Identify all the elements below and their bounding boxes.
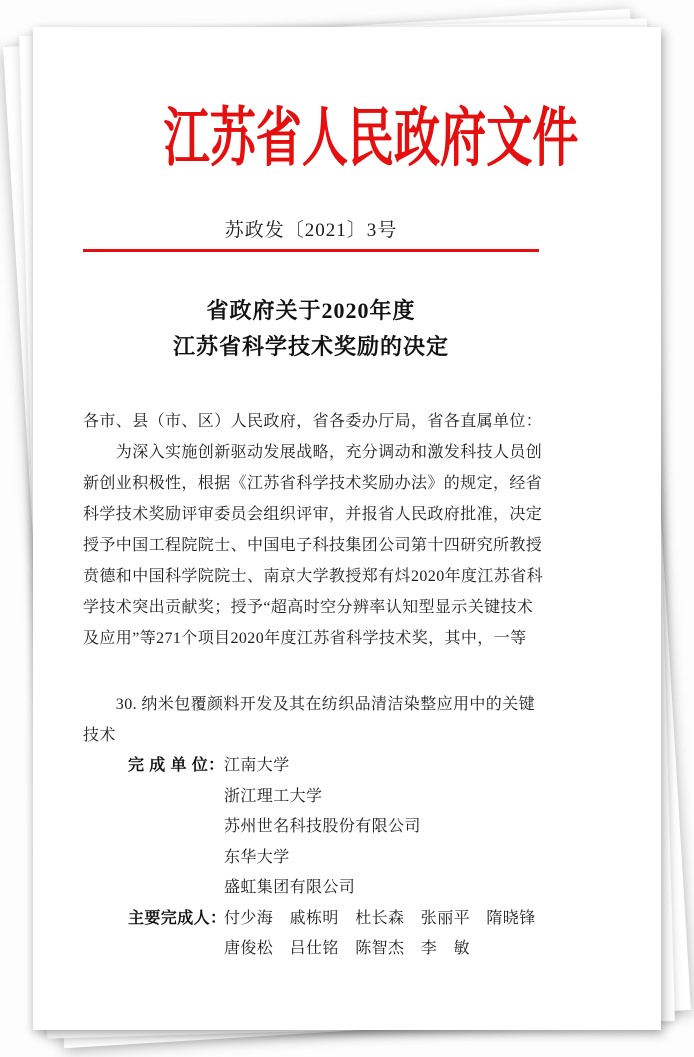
completion-row bbox=[83, 782, 561, 813]
document-title bbox=[83, 293, 539, 365]
red-divider-line bbox=[83, 249, 539, 252]
body-text-line: 为深入实施创新驱动发展战略，充分调动和激发科技人员创 bbox=[83, 444, 543, 461]
completion-row-label bbox=[128, 843, 224, 874]
body-text-line: 各市、县（市、区）人民政府，省各委办厅局，省各直属单位： bbox=[83, 413, 543, 430]
letterhead-text: 江苏省人民政府文件 bbox=[163, 103, 579, 174]
completion-row bbox=[83, 843, 561, 874]
red-letterhead-title bbox=[83, 101, 579, 177]
completion-row-label bbox=[128, 934, 224, 965]
completion-row-value: 唐俊松 吕仕铭 陈智杰 李 敏 bbox=[224, 940, 471, 957]
completion-row bbox=[83, 751, 561, 782]
body-text-line: 贲德和中国科学院院士、南京大学教授郑有炓2020年度江苏省科 bbox=[83, 568, 544, 585]
completion-row bbox=[83, 904, 561, 935]
award-item-title-line: 技术 bbox=[83, 726, 116, 744]
completion-row-value: 苏州世名科技股份有限公司 bbox=[224, 818, 421, 835]
completion-row-value: 江南大学 bbox=[224, 757, 290, 774]
completion-row-label bbox=[128, 812, 224, 843]
completion-row-value: 东华大学 bbox=[224, 848, 290, 866]
award-item-30 bbox=[83, 690, 561, 965]
completion-row-label bbox=[128, 782, 224, 813]
body-text-line: 科学技术奖励评审委员会组织评审，并报省人民政府批准，决定 bbox=[83, 506, 543, 523]
completion-row-label: 主要完成人： bbox=[128, 909, 227, 927]
document-number: 苏政发〔2021〕3号 bbox=[224, 220, 398, 241]
document-stack bbox=[33, 27, 661, 1030]
completion-info bbox=[83, 751, 561, 965]
completion-row-value: 付少海 戚栋明 杜长森 张丽平 隋晓锋 bbox=[224, 909, 536, 927]
document-page bbox=[33, 27, 661, 1030]
completion-row-value: 浙江理工大学 bbox=[224, 787, 323, 805]
body-text-line: 新创业积极性，根据《江苏省科学技术奖励办法》的规定，经省 bbox=[83, 475, 543, 492]
award-item-title bbox=[83, 690, 561, 751]
completion-row-label: 完 成 单 位： bbox=[128, 757, 225, 774]
document-title-line: 江苏省科学技术奖励的决定 bbox=[172, 334, 449, 359]
completion-row bbox=[83, 873, 561, 904]
document-body bbox=[83, 406, 561, 654]
body-text-line: 授予中国工程院院士、中国电子科技集团公司第十四研究所教授 bbox=[83, 537, 543, 554]
completion-row bbox=[83, 934, 561, 965]
completion-row-value: 盛虹集团有限公司 bbox=[224, 879, 356, 896]
body-text-line: 学技术突出贡献奖；授予“超高时空分辨率认知型显示关键技术 bbox=[83, 599, 534, 616]
completion-row-label bbox=[128, 873, 224, 904]
document-title-line: 省政府关于2020年度 bbox=[206, 298, 416, 323]
body-text-line: 及应用”等271个项目2020年度江苏省科学技术奖，其中，一等 bbox=[83, 630, 527, 647]
completion-row bbox=[83, 812, 561, 843]
award-item-title-line: 30. 纳米包覆颜料开发及其在纺织品清洁染整应用中的关键 bbox=[83, 696, 536, 713]
